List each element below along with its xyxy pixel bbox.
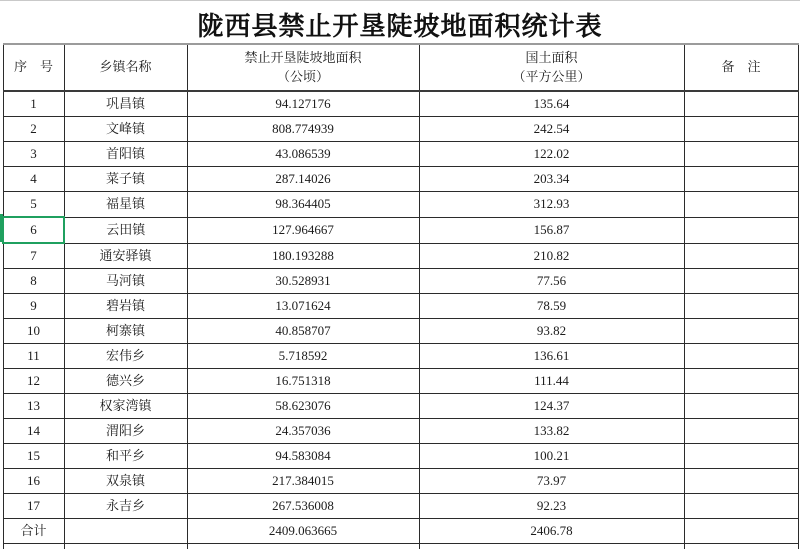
land-area-cell[interactable]: 2406.78 [419,519,684,544]
col-header-town[interactable] [64,44,187,91]
town-cell[interactable]: 渭阳乡 [64,419,187,444]
slope-area-cell[interactable]: 287.14026 [187,167,419,192]
selected-cell-indicator [0,214,3,242]
slope-area-cell[interactable]: 16.751318 [187,369,419,394]
seq-cell[interactable]: 10 [3,319,64,344]
seq-cell-selected[interactable]: 6 [3,217,64,243]
remark-cell[interactable] [684,243,798,269]
remark-cell[interactable] [684,444,798,469]
remark-cell[interactable] [684,269,798,294]
col-header-land-line1: 国土面积 [525,49,578,65]
land-area-cell[interactable]: 92.23 [419,494,684,519]
remark-cell[interactable] [684,294,798,319]
seq-cell[interactable]: 合计 [3,519,64,544]
town-cell[interactable]: 永吉乡 [64,494,187,519]
town-cell[interactable]: 德兴乡 [64,369,187,394]
seq-cell[interactable]: 7 [3,243,64,269]
land-area-cell[interactable]: 135.64 [419,91,684,117]
slope-area-cell[interactable]: 30.528931 [187,269,419,294]
land-area-cell[interactable] [419,544,684,549]
table-row [3,394,798,419]
land-area-cell[interactable]: 124.37 [419,394,684,419]
town-cell[interactable]: 文峰镇 [64,117,187,142]
seq-cell[interactable]: 9 [3,294,64,319]
remark-cell[interactable] [684,494,798,519]
seq-cell[interactable]: 4 [3,167,64,192]
town-cell[interactable]: 福星镇 [64,192,187,218]
statistics-table [2,43,799,549]
table-row [3,444,798,469]
town-cell[interactable]: 菜子镇 [64,167,187,192]
table-row [3,167,798,192]
slope-area-cell[interactable]: 94.127176 [187,91,419,117]
table-row [3,243,798,269]
land-area-cell[interactable]: 136.61 [419,344,684,369]
seq-cell[interactable]: 5 [3,192,64,218]
table-row [3,494,798,519]
remark-cell[interactable] [684,167,798,192]
seq-cell[interactable]: 15 [3,444,64,469]
slope-area-cell[interactable]: 808.774939 [187,117,419,142]
slope-area-cell[interactable]: 94.583084 [187,444,419,469]
table-row [3,142,798,167]
remark-cell[interactable] [684,91,798,117]
seq-cell[interactable]: 14 [3,419,64,444]
town-cell[interactable]: 巩昌镇 [64,91,187,117]
remark-cell[interactable] [684,519,798,544]
partial-row [3,544,798,549]
slope-area-cell[interactable]: 13.071624 [187,294,419,319]
remark-cell[interactable] [684,319,798,344]
town-cell[interactable]: 首阳镇 [64,142,187,167]
table-row [3,319,798,344]
header-row [3,44,798,91]
table-row [3,344,798,369]
town-cell[interactable]: 碧岩镇 [64,294,187,319]
town-cell[interactable]: 柯寨镇 [64,319,187,344]
seq-cell[interactable]: 17 [3,494,64,519]
remark-cell[interactable] [684,369,798,394]
seq-cell[interactable]: 11 [3,344,64,369]
land-area-cell[interactable]: 210.82 [419,243,684,269]
slope-area-cell[interactable]: 98.364405 [187,192,419,218]
land-area-cell[interactable]: 122.02 [419,142,684,167]
remark-cell[interactable] [684,419,798,444]
slope-area-cell[interactable]: 127.964667 [187,217,419,243]
town-cell[interactable]: 通安驿镇 [64,243,187,269]
land-area-cell[interactable]: 100.21 [419,444,684,469]
slope-area-cell[interactable]: 5.718592 [187,344,419,369]
remark-cell[interactable] [684,217,798,243]
slope-area-cell[interactable]: 40.858707 [187,319,419,344]
town-cell[interactable]: 马河镇 [64,269,187,294]
table-row [3,117,798,142]
total-row [3,519,798,544]
table-row [3,369,798,394]
seq-cell[interactable]: 12 [3,369,64,394]
slope-area-cell[interactable]: 43.086539 [187,142,419,167]
land-area-cell[interactable]: 242.54 [419,117,684,142]
col-header-slope-line2: （公顷） [276,68,329,84]
col-header-town-label: 乡镇名称 [99,59,152,75]
town-cell[interactable]: 双泉镇 [64,469,187,494]
table-row [3,269,798,294]
col-header-seq-label: 序 号 [13,59,53,75]
remark-cell[interactable] [684,469,798,494]
col-header-slope-area[interactable] [187,44,419,91]
remark-cell[interactable] [684,142,798,167]
town-cell[interactable] [64,519,187,544]
col-header-land-line2: （平方公里） [512,68,591,84]
col-header-remark-label: 备 注 [721,59,761,75]
town-cell[interactable]: 宏伟乡 [64,344,187,369]
land-area-cell[interactable]: 111.44 [419,369,684,394]
remark-cell[interactable] [684,544,798,549]
seq-cell[interactable]: 1 [3,91,64,117]
col-header-land-area[interactable] [419,44,684,91]
col-header-seq[interactable] [3,44,64,91]
remark-cell[interactable] [684,117,798,142]
land-area-cell[interactable]: 78.59 [419,294,684,319]
land-area-cell[interactable]: 203.34 [419,167,684,192]
land-area-cell[interactable]: 133.82 [419,419,684,444]
page-title: 陇西县禁止开垦陡坡地面积统计表 [197,12,603,41]
slope-area-cell[interactable]: 24.357036 [187,419,419,444]
col-header-remark[interactable] [684,44,798,91]
seq-cell[interactable] [3,544,64,549]
remark-cell[interactable] [684,192,798,218]
land-area-cell[interactable]: 93.82 [419,319,684,344]
slope-area-cell[interactable]: 217.384015 [187,469,419,494]
remark-cell[interactable] [684,394,798,419]
table-row [3,192,798,218]
table-row [3,294,798,319]
slope-area-cell[interactable] [187,544,419,549]
land-area-cell[interactable]: 156.87 [419,217,684,243]
land-area-cell[interactable]: 312.93 [419,192,684,218]
seq-cell[interactable]: 16 [3,469,64,494]
slope-area-cell[interactable]: 58.623076 [187,394,419,419]
table-row [3,469,798,494]
town-cell[interactable] [64,544,187,549]
seq-cell[interactable]: 3 [3,142,64,167]
table-row [3,91,798,117]
seq-cell[interactable]: 2 [3,117,64,142]
land-area-cell[interactable]: 73.97 [419,469,684,494]
remark-cell[interactable] [684,344,798,369]
town-cell[interactable]: 权家湾镇 [64,394,187,419]
town-cell[interactable]: 和平乡 [64,444,187,469]
slope-area-cell[interactable]: 180.193288 [187,243,419,269]
slope-area-cell[interactable]: 267.536008 [187,494,419,519]
slope-area-cell[interactable]: 2409.063665 [187,519,419,544]
seq-cell[interactable]: 8 [3,269,64,294]
land-area-cell[interactable]: 77.56 [419,269,684,294]
table-row [3,217,798,243]
seq-cell[interactable]: 13 [3,394,64,419]
town-cell[interactable]: 云田镇 [64,217,187,243]
table-row [3,419,798,444]
col-header-slope-line1: 禁止开垦陡坡地面积 [244,49,362,65]
